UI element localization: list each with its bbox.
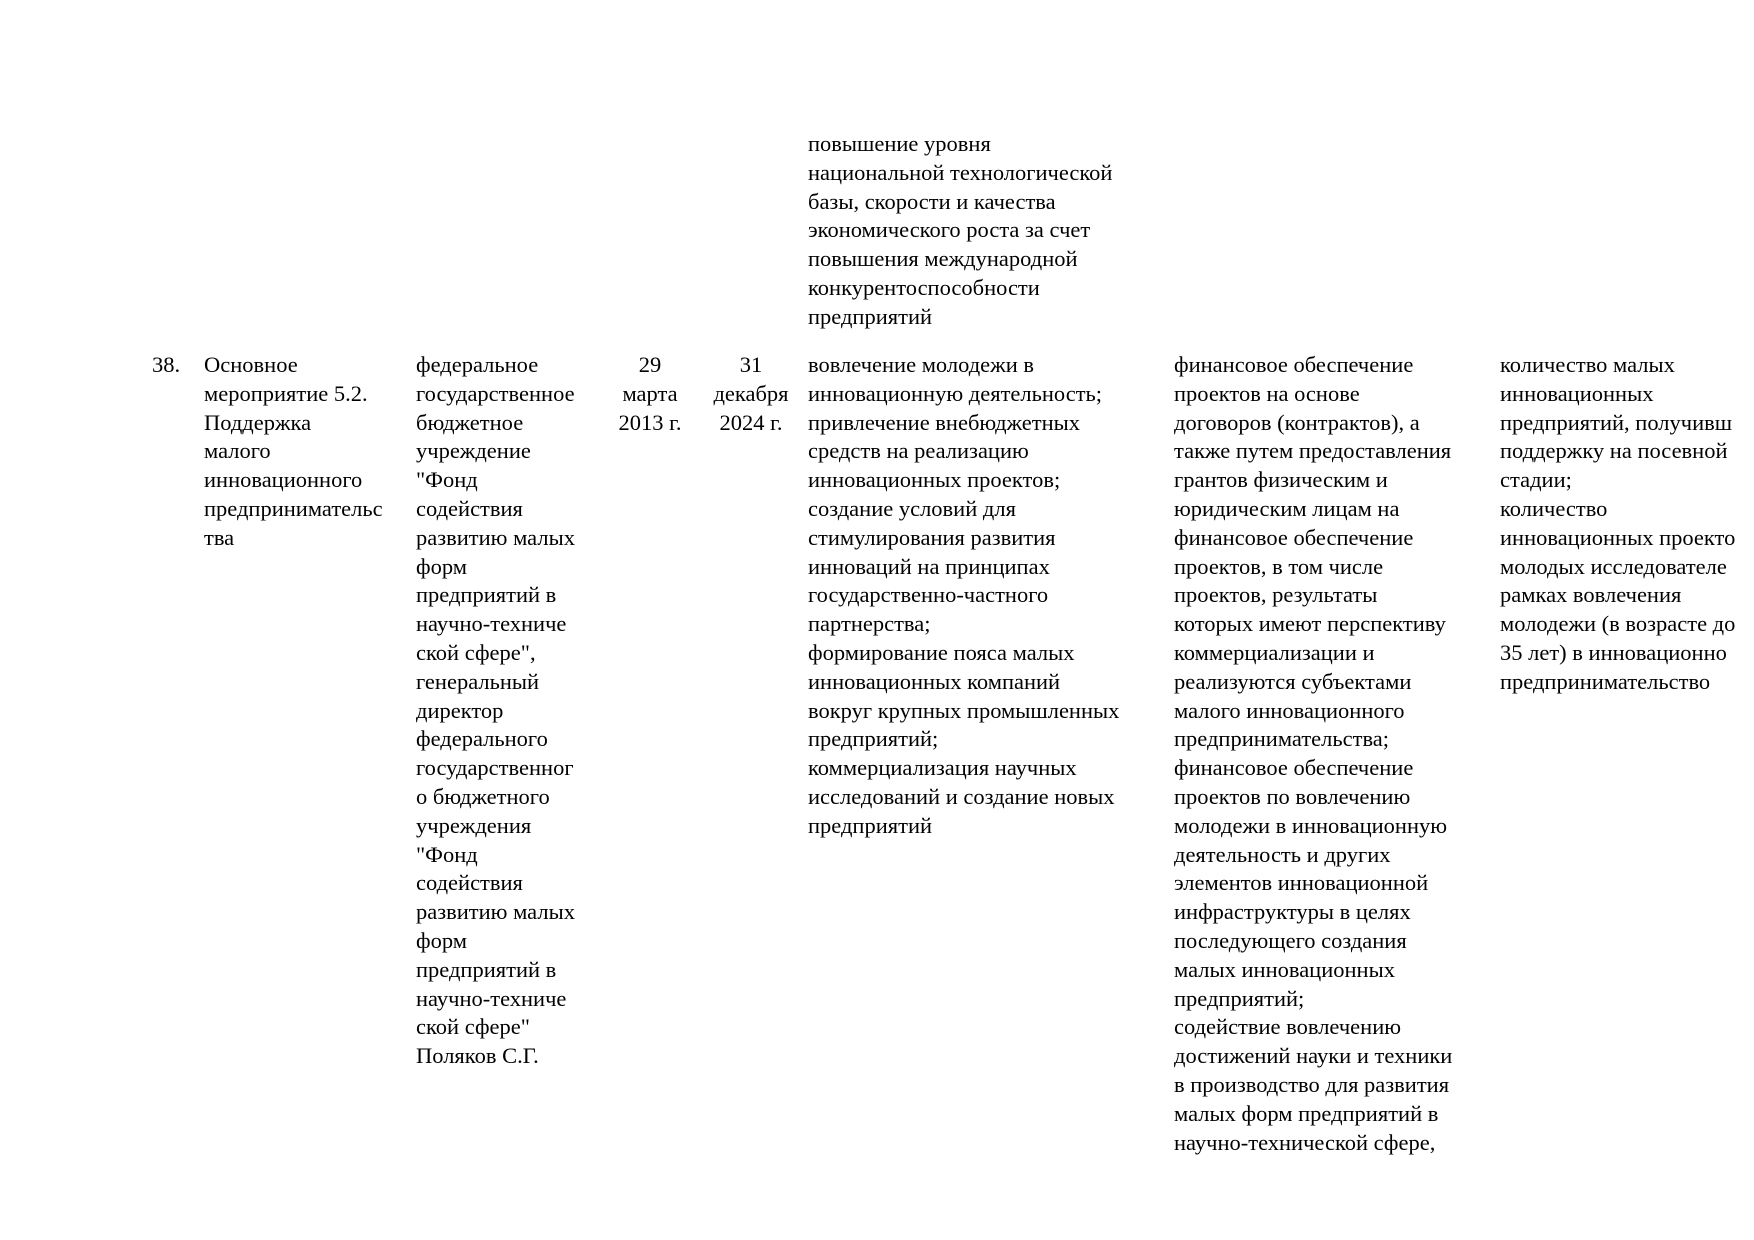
row-number: 38. bbox=[152, 352, 181, 377]
start-date: 29 марта 2013 г. bbox=[618, 352, 682, 435]
expected-result: вовлечение молодежи в инновационную деятельность; привлечение внебюджетных средств на реализацию инновационных проектов; создание условий для стимулирования развития инноваций на принципах государственно-частного партнерства; формирование пояса малых инновационных компаний вокруг крупных промышленных предприятий; коммерциализация научных исследований и создание новых предприятий bbox=[808, 352, 1120, 838]
indicators: количество малых инновационных предприятий, получивш поддержку на посевной стадии; количество инновационных проекто молодых исследователе рамках вовлечения молодежи (в возрасте до 35 лет) в инновационно предпринимательство bbox=[1500, 352, 1736, 694]
responsible-executor: федеральное государственное бюджетное учреждение "Фонд содействия развитию малых форм предприятий в научно-техниче ской сфере", генеральный директор федерального государственног о бюджетного учреждения "Фонд содействия развитию малых форм предприятий в научно-техниче ской сфере" Поляков С.Г. bbox=[416, 352, 575, 1069]
main-directions: финансовое обеспечение проектов на основе договоров (контрактов), а также путем предоставления грантов физическим и юридическим лицам на финансовое обеспечение проектов, в том числе проектов, результаты которых имеют перспективу коммерциализации и реализуются субъектами малого инновационного предпринимательства; финансовое обеспечение проектов по вовлечению молодежи в инновационную деятельность и других элементов инновационной инфраструктуры в целях последующего создания малых инновационных предприятий; содействие вовлечению достижений науки и техники в производство для развития малых форм предприятий в научно-технической сфере, bbox=[1174, 352, 1453, 1155]
continuation-expected-result: повышение уровня национальной технологической базы, скорости и качества экономического роста за счет повышения международной конкурентоспособности предприятий bbox=[808, 131, 1113, 329]
activity-title: Основное мероприятие 5.2. Поддержка малого инновационного предпринимательс тва bbox=[204, 352, 383, 550]
end-date: 31 декабря 2024 г. bbox=[713, 352, 789, 435]
